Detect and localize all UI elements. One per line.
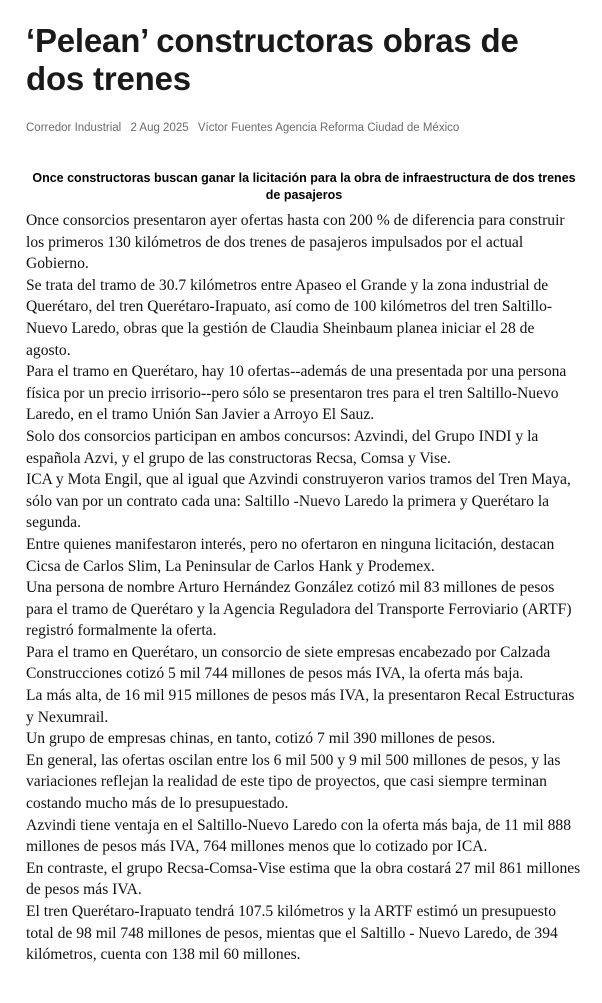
paragraph-8: Para el tramo en Querétaro, un consorcio de siete empresas encabezado por Calzada Construcciones cotizó 5 mil 744 millones de pesos más IVA, la oferta más baja. [26, 643, 551, 683]
paragraph-13: En contraste, el grupo Recsa-Comsa-Vise estima que la obra costará 27 mil 861 millones de pesos más IVA. [26, 859, 581, 899]
byline: Víctor Fuentes Agencia Reforma Ciudad de México [197, 122, 460, 134]
paragraph-11: En general, las ofertas oscilan entre los 6 mil 500 y 9 mil 500 millones de pesos, y las variaciones reflejan la realidad de este tipo de proyectos, que casi siempre terminan costando mucho más de lo presupuestado. [26, 751, 561, 813]
section-label[interactable]: Corredor Industrial [26, 122, 122, 134]
paragraph-10: Un grupo de empresas chinas, en tanto, cotizó 7 mil 390 millones de pesos. [26, 730, 496, 748]
article-meta [26, 120, 582, 136]
paragraph-4: Solo dos consorcios participan en ambos concursos: Azvindi, del Grupo INDI y la española Azvi, y el grupo de las constructoras Recsa, Comsa y Vise. [26, 427, 539, 467]
paragraph-6: Entre quienes manifestaron interés, pero no ofertaron en ninguna licitación, destacan Cicsa de Carlos Slim, La Peninsular de Carlos Hank y Prodemex. [26, 535, 555, 575]
article [26, 0, 582, 966]
article-dek: Once constructoras buscan ganar la licitación para la obra de infraestructura de dos trenes de pasajeros [32, 171, 576, 202]
paragraph-1: Once consorcios presentaron ayer ofertas hasta con 200 % de diferencia para construir los primeros 130 kilómetros de dos trenes de pasajeros impulsados por el actual Gobierno. [26, 212, 565, 273]
paragraph-9: La más alta, de 16 mil 915 millones de pesos más IVA, la presentaron Recal Estructuras y Nexumrail. [26, 687, 575, 726]
paragraph-7: Una persona de nombre Arturo Hernández González cotizó mil 83 millones de pesos para el tramo de Querétaro y la Agencia Reguladora del Transporte Ferroviario (ARTF) registró formalmente la oferta. [26, 579, 572, 640]
paragraph-12: Azvindi tiene ventaja en el Saltillo-Nuevo Laredo con la oferta más baja, de 11 mil 888 millones de pesos más IVA, 764 millones menos que lo cotizado por ICA. [26, 816, 572, 856]
paragraph-3: Para el tramo en Querétaro, hay 10 ofertas--además de una presentada por una persona física por un precio irrisorio--pero sólo se presentaron tres para el tren Saltillo-Nuevo Laredo, en el tramo Unión San Javier a Arroyo El Sauz. [26, 363, 567, 424]
article-body [26, 210, 582, 966]
headline: ‘Pelean’ constructoras obras de dos trenes [26, 22, 519, 97]
paragraph-2: Se trata del tramo de 30.7 kilómetros entre Apaseo el Grande y la zona industrial de Querétaro, del tren Querétaro-Irapuato, así como de 100 kilómetros del tren Saltillo-Nuevo Laredo, obras que la gestión de Claudia Sheinbaum planea iniciar el 28 de agosto. [26, 276, 553, 359]
paragraph-14: El tren Querétaro-Irapuato tendrá 107.5 kilómetros y la ARTF estimó un presupuesto total de 98 mil 748 millones de pesos, mientas que el Saltillo - Nuevo Laredo, de 394 kilómetros, cuenta con 138 mil 60 millones. [26, 903, 558, 964]
publish-date: 2 Aug 2025 [130, 122, 189, 134]
paragraph-5: ICA y Mota Engil, que al igual que Azvindi construyeron varios tramos del Tren Maya, sólo van por un contrato cada una: Saltillo -Nuevo Laredo la primera y Querétaro la segunda. [26, 471, 571, 532]
